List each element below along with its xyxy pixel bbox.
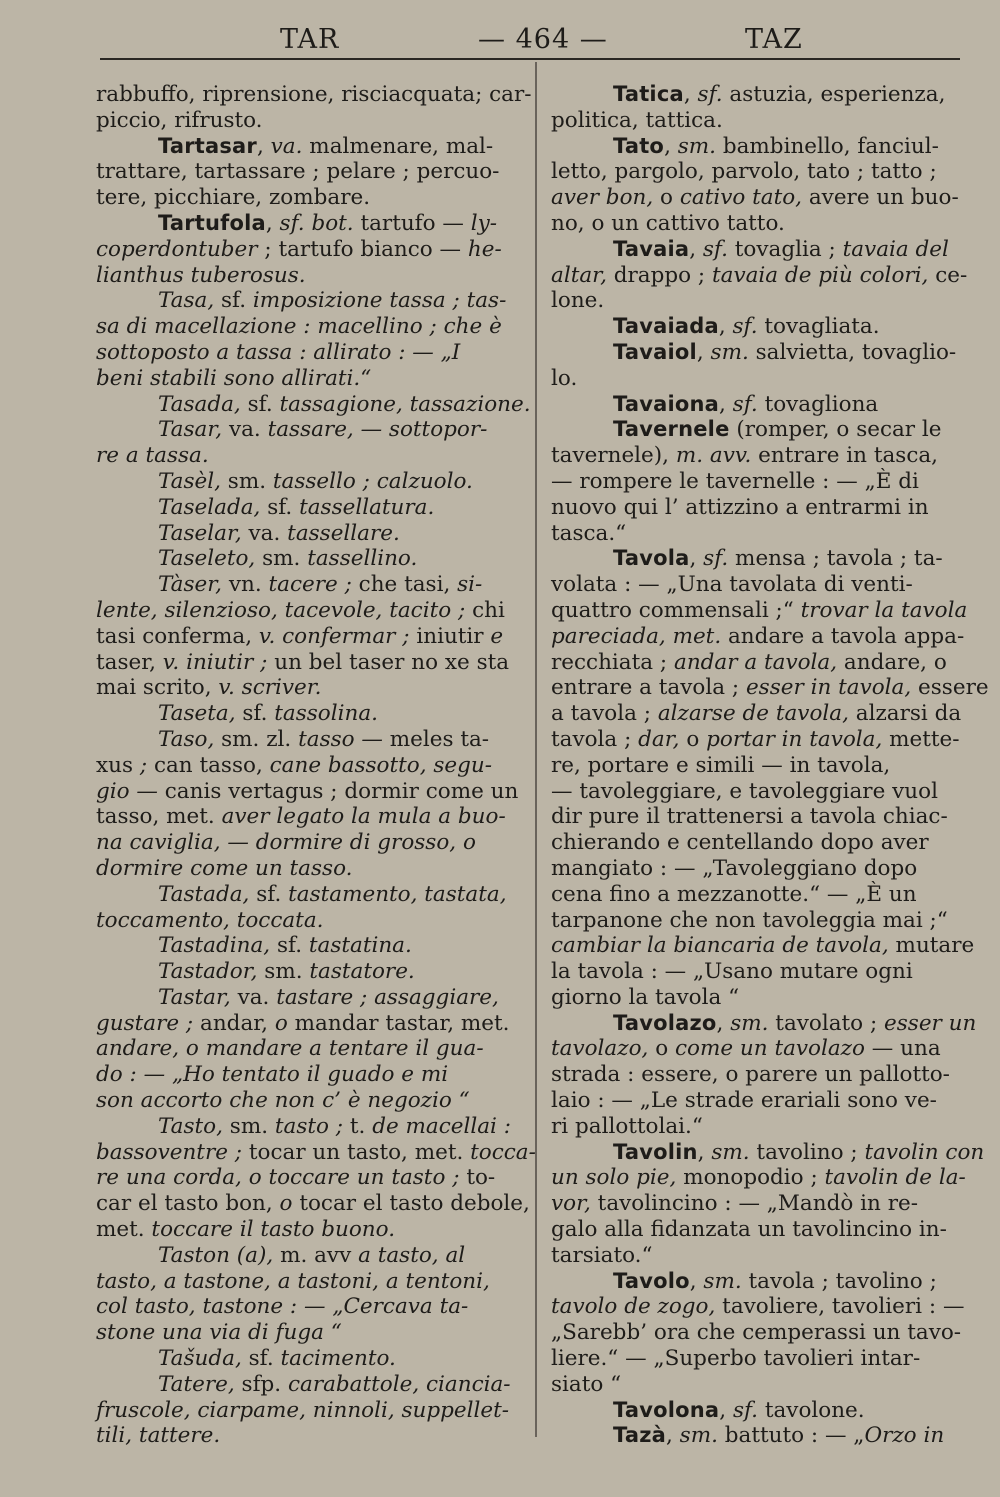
italic-segment: andar a tavola, bbox=[674, 649, 838, 675]
text-line bbox=[96, 263, 518, 289]
italic-segment: tastatore. bbox=[302, 959, 415, 985]
italic-segment: altar, bbox=[551, 262, 607, 288]
italic-segment: Tatere, bbox=[158, 1371, 242, 1397]
text-line: galo alla fidanzata un tavolincino in- bbox=[551, 1217, 947, 1243]
italic-segment: v. scriver. bbox=[211, 675, 322, 701]
italic-segment: come un tavolazo bbox=[674, 1036, 865, 1062]
text-line: Tavolazo, sm. tavolato ; esser un bbox=[613, 1010, 977, 1036]
text-line bbox=[96, 908, 518, 934]
italic-segment: gustare ; bbox=[96, 1010, 201, 1036]
italic-segment: tavolazo, bbox=[551, 1036, 649, 1062]
text-line: volata : — „Una tavolata di venti- bbox=[551, 572, 913, 598]
italic-segment: aver bon, bbox=[551, 185, 654, 211]
text-line: — rompere le tavernelle : — „È di bbox=[551, 468, 919, 494]
italic-segment: sf. bbox=[697, 82, 723, 107]
italic-segment: dar, bbox=[638, 726, 680, 752]
text-line: Tašuda, sf. tacimento. bbox=[158, 1346, 396, 1372]
italic-segment: Tasèl, bbox=[158, 468, 228, 494]
text-line: Taso, sm. zl. tasso — meles ta- bbox=[158, 726, 490, 752]
italic-segment: vor, bbox=[551, 1191, 591, 1217]
text-line: Tazà, sm. battuto : — „Orzo in bbox=[613, 1423, 945, 1449]
text-line bbox=[96, 366, 518, 392]
text-line: „Sarebb’ ora che cemperassi un tavo- bbox=[551, 1320, 962, 1346]
page-number: — 464 — bbox=[478, 24, 608, 55]
italic-segment: sm. bbox=[677, 133, 716, 159]
text-line: cena fino a mezzanotte.“ — „È un bbox=[551, 881, 917, 907]
text-line bbox=[96, 1398, 518, 1424]
italic-segment: na caviglia, — dormire di grosso, o bbox=[96, 830, 476, 856]
text-line: Tavaiona, sf. tovagliona bbox=[613, 391, 879, 417]
text-line bbox=[96, 1088, 518, 1114]
text-line: xus ; can tasso, cane bassotto, segu- bbox=[96, 752, 492, 778]
headword: Tavolona bbox=[613, 1397, 720, 1422]
header-left-guide-word: TAR bbox=[280, 24, 340, 55]
italic-segment: va. bbox=[270, 133, 303, 159]
italic-segment: alzarse de tavola, bbox=[657, 701, 849, 727]
text-line: Tavaia, sf. tovaglia ; tavaia del bbox=[613, 236, 949, 262]
italic-segment: tavolin de la- bbox=[824, 1165, 966, 1191]
headword: Tavaiol bbox=[613, 339, 697, 364]
italic-segment: tassellatura. bbox=[292, 494, 435, 520]
text-line: coperdontuber ; tartufo bianco — he- bbox=[96, 236, 502, 262]
italic-segment: tassagione, tassazione. bbox=[272, 391, 531, 417]
text-line bbox=[96, 1269, 518, 1295]
italic-segment: tassellino. bbox=[300, 546, 418, 572]
headword: Tatica bbox=[613, 82, 684, 106]
italic-segment: sf. bbox=[703, 546, 729, 572]
italic-segment: Tastada, bbox=[158, 881, 257, 907]
italic-segment: stone una via di fuga “ bbox=[96, 1320, 342, 1346]
text-line bbox=[96, 1423, 518, 1449]
text-line bbox=[96, 443, 518, 469]
italic-segment: ; bbox=[133, 752, 154, 778]
italic-segment: dormire come un tasso. bbox=[96, 855, 353, 881]
headword: Tavernele bbox=[613, 417, 730, 442]
text-line: trattare, tartassare ; pelare ; percuo- bbox=[96, 159, 500, 185]
text-line: tavolo de zogo, tavoliere, tavolieri : — bbox=[551, 1294, 965, 1320]
text-line: lente, silenzioso, tacevole, tacito ; chi bbox=[96, 597, 505, 623]
text-line: lo. bbox=[551, 365, 578, 391]
text-line: ri pallottolai.“ bbox=[551, 1113, 703, 1139]
italic-segment: Taselar, bbox=[158, 520, 249, 546]
text-line: Tàser, vn. tacere ; che tasi, si- bbox=[158, 572, 483, 598]
text-line: Tastador, sm. tastatore. bbox=[158, 959, 415, 985]
text-line: mai scrito, v. scriver. bbox=[96, 675, 322, 701]
italic-segment: sf. bot. bbox=[279, 210, 354, 236]
headword: Tavolo bbox=[613, 1268, 690, 1293]
right-column bbox=[551, 82, 989, 1449]
text-line: siato “ bbox=[551, 1371, 622, 1397]
italic-segment: toccare il tasto buono. bbox=[144, 1217, 396, 1243]
italic-segment: sottoposto a tassa : allirato : — „I bbox=[96, 339, 461, 365]
headword: Tavaiona bbox=[613, 391, 719, 416]
italic-segment: bassoventre ; bbox=[96, 1139, 249, 1165]
text-line: nuovo qui l’ attizzino a entrarmi in bbox=[551, 494, 929, 520]
italic-segment: sf. bbox=[732, 314, 758, 340]
italic-segment: sm. bbox=[703, 1268, 742, 1294]
headword: Tavolazo bbox=[613, 1010, 717, 1035]
italic-segment: trovar la tavola bbox=[800, 597, 968, 623]
text-line: Tasar, va. tassare, — sottopor- bbox=[158, 417, 488, 443]
italic-segment: m. avv. bbox=[675, 443, 752, 469]
text-line: Tavaiol, sm. salvietta, tovaglio- bbox=[613, 339, 957, 365]
text-line: Tastar, va. tastare ; assaggiare, bbox=[158, 984, 499, 1010]
italic-segment: Tastador, bbox=[158, 959, 265, 985]
italic-segment: esser un bbox=[884, 1010, 977, 1036]
page-header bbox=[100, 18, 960, 60]
italic-segment: tassolina. bbox=[267, 701, 378, 727]
italic-segment: imposizione tassa ; tas- bbox=[246, 288, 507, 314]
italic-segment: toccamento, toccata. bbox=[96, 907, 324, 933]
text-line: met. toccare il tasto buono. bbox=[96, 1217, 396, 1243]
text-line: no, o un cattivo tatto. bbox=[551, 210, 785, 236]
italic-segment: Taselada, bbox=[158, 494, 268, 520]
headword: Tazà bbox=[613, 1423, 666, 1448]
italic-segment: col tasto, tastone : — „Cercava ta- bbox=[96, 1294, 469, 1320]
headword: Tartufola bbox=[158, 210, 266, 235]
text-line: laio : — „Le strade erariali sono ve- bbox=[551, 1088, 937, 1114]
italic-segment: tili, tattere. bbox=[96, 1423, 221, 1449]
italic-segment: tassellare. bbox=[280, 520, 400, 546]
text-line: Tasa, sf. imposizione tassa ; tas- bbox=[158, 288, 507, 314]
text-line bbox=[96, 1036, 518, 1062]
text-line: Tartufola, sf. bot. tartufo — ly- bbox=[158, 210, 498, 236]
text-line: la tavola : — „Usano mutare ogni bbox=[551, 959, 913, 985]
italic-segment: tavolo de zogo, bbox=[551, 1294, 716, 1320]
italic-segment: tassare, — sottopor- bbox=[260, 417, 488, 443]
italic-segment: sf. bbox=[702, 236, 728, 262]
text-line: giorno la tavola “ bbox=[551, 984, 740, 1010]
italic-segment: tavolin con bbox=[864, 1139, 985, 1165]
italic-segment: son accorto che non c’ è negozio “ bbox=[96, 1088, 470, 1114]
text-line: bassoventre ; tocar un tasto, met. tocca- bbox=[96, 1139, 536, 1165]
italic-segment: gio — bbox=[96, 778, 165, 804]
italic-segment: tocca- bbox=[463, 1139, 536, 1165]
text-line: gio — canis vertagus ; dormir come un bbox=[96, 778, 519, 804]
italic-segment: Tasto, bbox=[158, 1113, 230, 1139]
italic-segment: cambiar la biancaria de tavola, bbox=[551, 933, 889, 959]
italic-segment: tastare ; assaggiare, bbox=[269, 984, 499, 1010]
text-line: re una corda, o toccare un tasto ; to- bbox=[96, 1165, 496, 1191]
text-line: Taselar, va. tassellare. bbox=[158, 520, 400, 546]
text-line: vor, tavolincino : — „Mandò in re- bbox=[551, 1191, 918, 1217]
italic-segment: fruscole, ciarpame, ninnoli, suppellet- bbox=[96, 1397, 510, 1423]
headword: Tartasar bbox=[158, 133, 257, 158]
italic-segment: Taseleto, bbox=[158, 546, 263, 572]
italic-segment: coperdontuber bbox=[96, 236, 258, 262]
italic-segment: Taston (a), bbox=[158, 1242, 281, 1268]
italic-segment: esser in tavola, bbox=[745, 675, 912, 701]
text-line bbox=[96, 314, 518, 340]
text-line bbox=[96, 1294, 518, 1320]
italic-segment: lente, silenzioso, tacevole, tacito ; bbox=[96, 597, 473, 623]
italic-segment: Tasa, bbox=[158, 288, 222, 314]
italic-segment: andare, o mandare a tentare il gua- bbox=[96, 1036, 484, 1062]
left-column bbox=[96, 82, 536, 1449]
italic-segment: carabattole, ciancia- bbox=[281, 1371, 511, 1397]
italic-segment: he- bbox=[467, 236, 502, 262]
header-right-guide-word: TAZ bbox=[745, 24, 803, 55]
text-line: altar, drappo ; tavaia de più colori, ce- bbox=[551, 262, 968, 288]
italic-segment: o bbox=[268, 1010, 295, 1036]
text-line: mangiato : — „Tavoleggiano dopo bbox=[551, 855, 918, 881]
text-line: re, portare e simili — in tavola, bbox=[551, 752, 891, 778]
italic-segment: de macellai : bbox=[365, 1113, 512, 1139]
text-line: — tavoleggiare, e tavoleggiare vuol bbox=[551, 778, 938, 804]
text-line bbox=[96, 1320, 518, 1346]
italic-segment: tacimento. bbox=[273, 1346, 396, 1372]
text-line: aver bon, o cativo tato, avere un buo- bbox=[551, 185, 959, 211]
text-line: taser, v. iniutir ; un bel taser no xe sta bbox=[96, 649, 510, 675]
italic-segment: tastatina. bbox=[302, 933, 412, 959]
italic-segment: Tasada, bbox=[158, 391, 248, 417]
italic-segment: sm. bbox=[730, 1010, 769, 1036]
text-line: Tavolo, sm. tavola ; tavolino ; bbox=[613, 1268, 937, 1294]
text-line: tasso, met. aver legato la mula a buo- bbox=[96, 804, 506, 830]
italic-segment: sf. bbox=[732, 391, 758, 417]
italic-segment: sf. bbox=[732, 1397, 758, 1423]
text-line: dir pure il trattenersi a tavola chiac- bbox=[551, 804, 948, 830]
italic-segment: Tàser, bbox=[158, 572, 229, 598]
text-line: Tartasar, va. malmenare, mal- bbox=[158, 133, 494, 159]
italic-segment: a tasto, al bbox=[351, 1242, 466, 1268]
italic-segment: tasso — bbox=[291, 726, 390, 752]
italic-segment: portar in tavola, bbox=[706, 726, 883, 752]
italic-segment: v. iniutir ; bbox=[155, 649, 275, 675]
italic-segment: sm. bbox=[710, 339, 749, 365]
text-line: cambiar la biancaria de tavola, mutare bbox=[551, 933, 975, 959]
headword: Tavola bbox=[613, 546, 690, 571]
italic-segment: pareciada, met. bbox=[551, 623, 722, 649]
italic-segment: Tašuda, bbox=[158, 1346, 249, 1372]
text-line: strada : essere, o parere un pallotto- bbox=[551, 1062, 950, 1088]
text-line: tere, picchiare, zombare. bbox=[96, 185, 371, 211]
text-line: Tasada, sf. tassagione, tassazione. bbox=[158, 391, 531, 417]
text-line: rabbuffo, riprensione, risciacquata; car- bbox=[96, 82, 532, 107]
text-line: politica, tattica. bbox=[551, 107, 723, 133]
text-line: gustare ; andar, o mandar tastar, met. bbox=[96, 1010, 510, 1036]
text-line: recchiata ; andar a tavola, andare, o bbox=[551, 649, 947, 675]
text-line: liere.“ — „Superbo tavolieri intar- bbox=[551, 1346, 921, 1372]
text-line: tavernele), m. avv. entrare in tasca, bbox=[551, 443, 939, 469]
text-line: tarpanone che non tavoleggia mai ;“ bbox=[551, 907, 948, 933]
column-divider bbox=[535, 62, 537, 1437]
text-line bbox=[96, 830, 518, 856]
italic-segment: beni stabili sono allirati.“ bbox=[96, 365, 372, 391]
text-line: Taselada, sf. tassellatura. bbox=[158, 494, 435, 520]
italic-segment: sm. bbox=[711, 1139, 750, 1165]
text-line: Tavolona, sf. tavolone. bbox=[613, 1397, 865, 1423]
text-line: un solo pie, monopodio ; tavolin de la- bbox=[551, 1165, 966, 1191]
italic-segment: sm. bbox=[679, 1423, 718, 1449]
italic-segment: tasto ; bbox=[268, 1113, 350, 1139]
text-line: Tastada, sf. tastamento, tastata, bbox=[158, 881, 507, 907]
text-line: piccio, rifrusto. bbox=[96, 107, 263, 133]
text-line: tasca.“ bbox=[551, 520, 627, 546]
italic-segment: tasto, a tastone, a tastoni, a tentoni, bbox=[96, 1268, 490, 1294]
text-line: Tavaiada, sf. tovagliata. bbox=[613, 314, 880, 340]
italic-segment: do : — „Ho tentato il guado e mi bbox=[96, 1062, 449, 1088]
text-line: tasi conferma, v. confermar ; iniutir e bbox=[96, 623, 504, 649]
italic-segment: Taseta, bbox=[158, 701, 243, 727]
italic-segment: re a tassa. bbox=[96, 443, 209, 469]
italic-segment: cane bassotto, segu- bbox=[262, 752, 492, 778]
text-line: Taseta, sf. tassolina. bbox=[158, 701, 378, 727]
italic-segment: ly- bbox=[470, 210, 498, 236]
text-line: Taseleto, sm. tassellino. bbox=[158, 546, 418, 572]
text-line: letto, pargolo, parvolo, tato ; tatto ; bbox=[551, 159, 937, 185]
italic-segment: Taso, bbox=[158, 726, 222, 752]
text-line: pareciada, met. andare a tavola appa- bbox=[551, 623, 965, 649]
text-line: tavola ; dar, o portar in tavola, mette- bbox=[551, 726, 960, 752]
italic-segment: cativo tato, bbox=[679, 185, 803, 211]
headword: Tavaiada bbox=[613, 314, 719, 339]
text-line: car el tasto bon, o tocar el tasto debole, bbox=[96, 1191, 530, 1217]
italic-segment: e bbox=[483, 623, 504, 649]
text-line: tavolazo, o come un tavolazo — una bbox=[551, 1036, 941, 1062]
text-line: quattro commensali ;“ trovar la tavola bbox=[551, 597, 968, 623]
italic-segment: tastamento, tastata, bbox=[281, 881, 507, 907]
italic-segment: o bbox=[272, 1191, 300, 1217]
text-line: entrare a tavola ; esser in tavola, essere bbox=[551, 675, 989, 701]
italic-segment: Orzo in bbox=[864, 1423, 945, 1449]
text-line: Tavola, sf. mensa ; tavola ; ta- bbox=[613, 546, 943, 572]
italic-segment: re una corda, o toccare un tasto ; bbox=[96, 1165, 467, 1191]
text-line: Tavernele (romper, o secar le bbox=[613, 417, 942, 443]
text-line: Tasèl, sm. tassello ; calzuolo. bbox=[158, 468, 473, 494]
italic-segment: v. confermar ; bbox=[252, 623, 417, 649]
italic-segment: Tastar, bbox=[158, 984, 238, 1010]
text-line bbox=[96, 856, 518, 882]
italic-segment: tavaia de più colori, bbox=[711, 262, 929, 288]
text-line: Tavolin, sm. tavolino ; tavolin con bbox=[613, 1139, 985, 1165]
headword: Tato bbox=[613, 133, 665, 158]
italic-segment: si- bbox=[450, 572, 483, 598]
italic-segment: lianthus tuberosus. bbox=[96, 262, 306, 288]
italic-segment: un solo pie, bbox=[551, 1165, 677, 1191]
text-line: Tato, sm. bambinello, fanciul- bbox=[613, 133, 939, 159]
text-line: Tatere, sfp. carabattole, ciancia- bbox=[158, 1371, 511, 1397]
headword: Tavaia bbox=[613, 236, 690, 261]
text-line: Taston (a), m. avv a tasto, al bbox=[158, 1242, 466, 1268]
italic-segment: Tastadina, bbox=[158, 933, 277, 959]
text-line bbox=[96, 1062, 518, 1088]
italic-segment: aver legato la mula a buo- bbox=[214, 804, 506, 830]
text-line: a tavola ; alzarse de tavola, alzarsi da bbox=[551, 701, 962, 727]
italic-segment: sa di macellazione : macellino ; che è bbox=[96, 314, 502, 340]
text-line: lone. bbox=[551, 288, 605, 314]
italic-segment: Tasar, bbox=[158, 417, 229, 443]
text-line bbox=[96, 340, 518, 366]
text-line: tarsiato.“ bbox=[551, 1242, 653, 1268]
italic-segment: tavaia del bbox=[842, 236, 949, 262]
italic-segment: tacere ; bbox=[261, 572, 359, 598]
headword: Tavolin bbox=[613, 1139, 698, 1164]
text-line: Tatica, sf. astuzia, esperienza, bbox=[613, 82, 946, 107]
text-line: Tasto, sm. tasto ; t. de macellai : bbox=[158, 1113, 512, 1139]
italic-segment: tassello ; calzuolo. bbox=[266, 468, 473, 494]
text-line: chierando e centellando dopo aver bbox=[551, 830, 929, 856]
text-line: Tastadina, sf. tastatina. bbox=[158, 933, 412, 959]
